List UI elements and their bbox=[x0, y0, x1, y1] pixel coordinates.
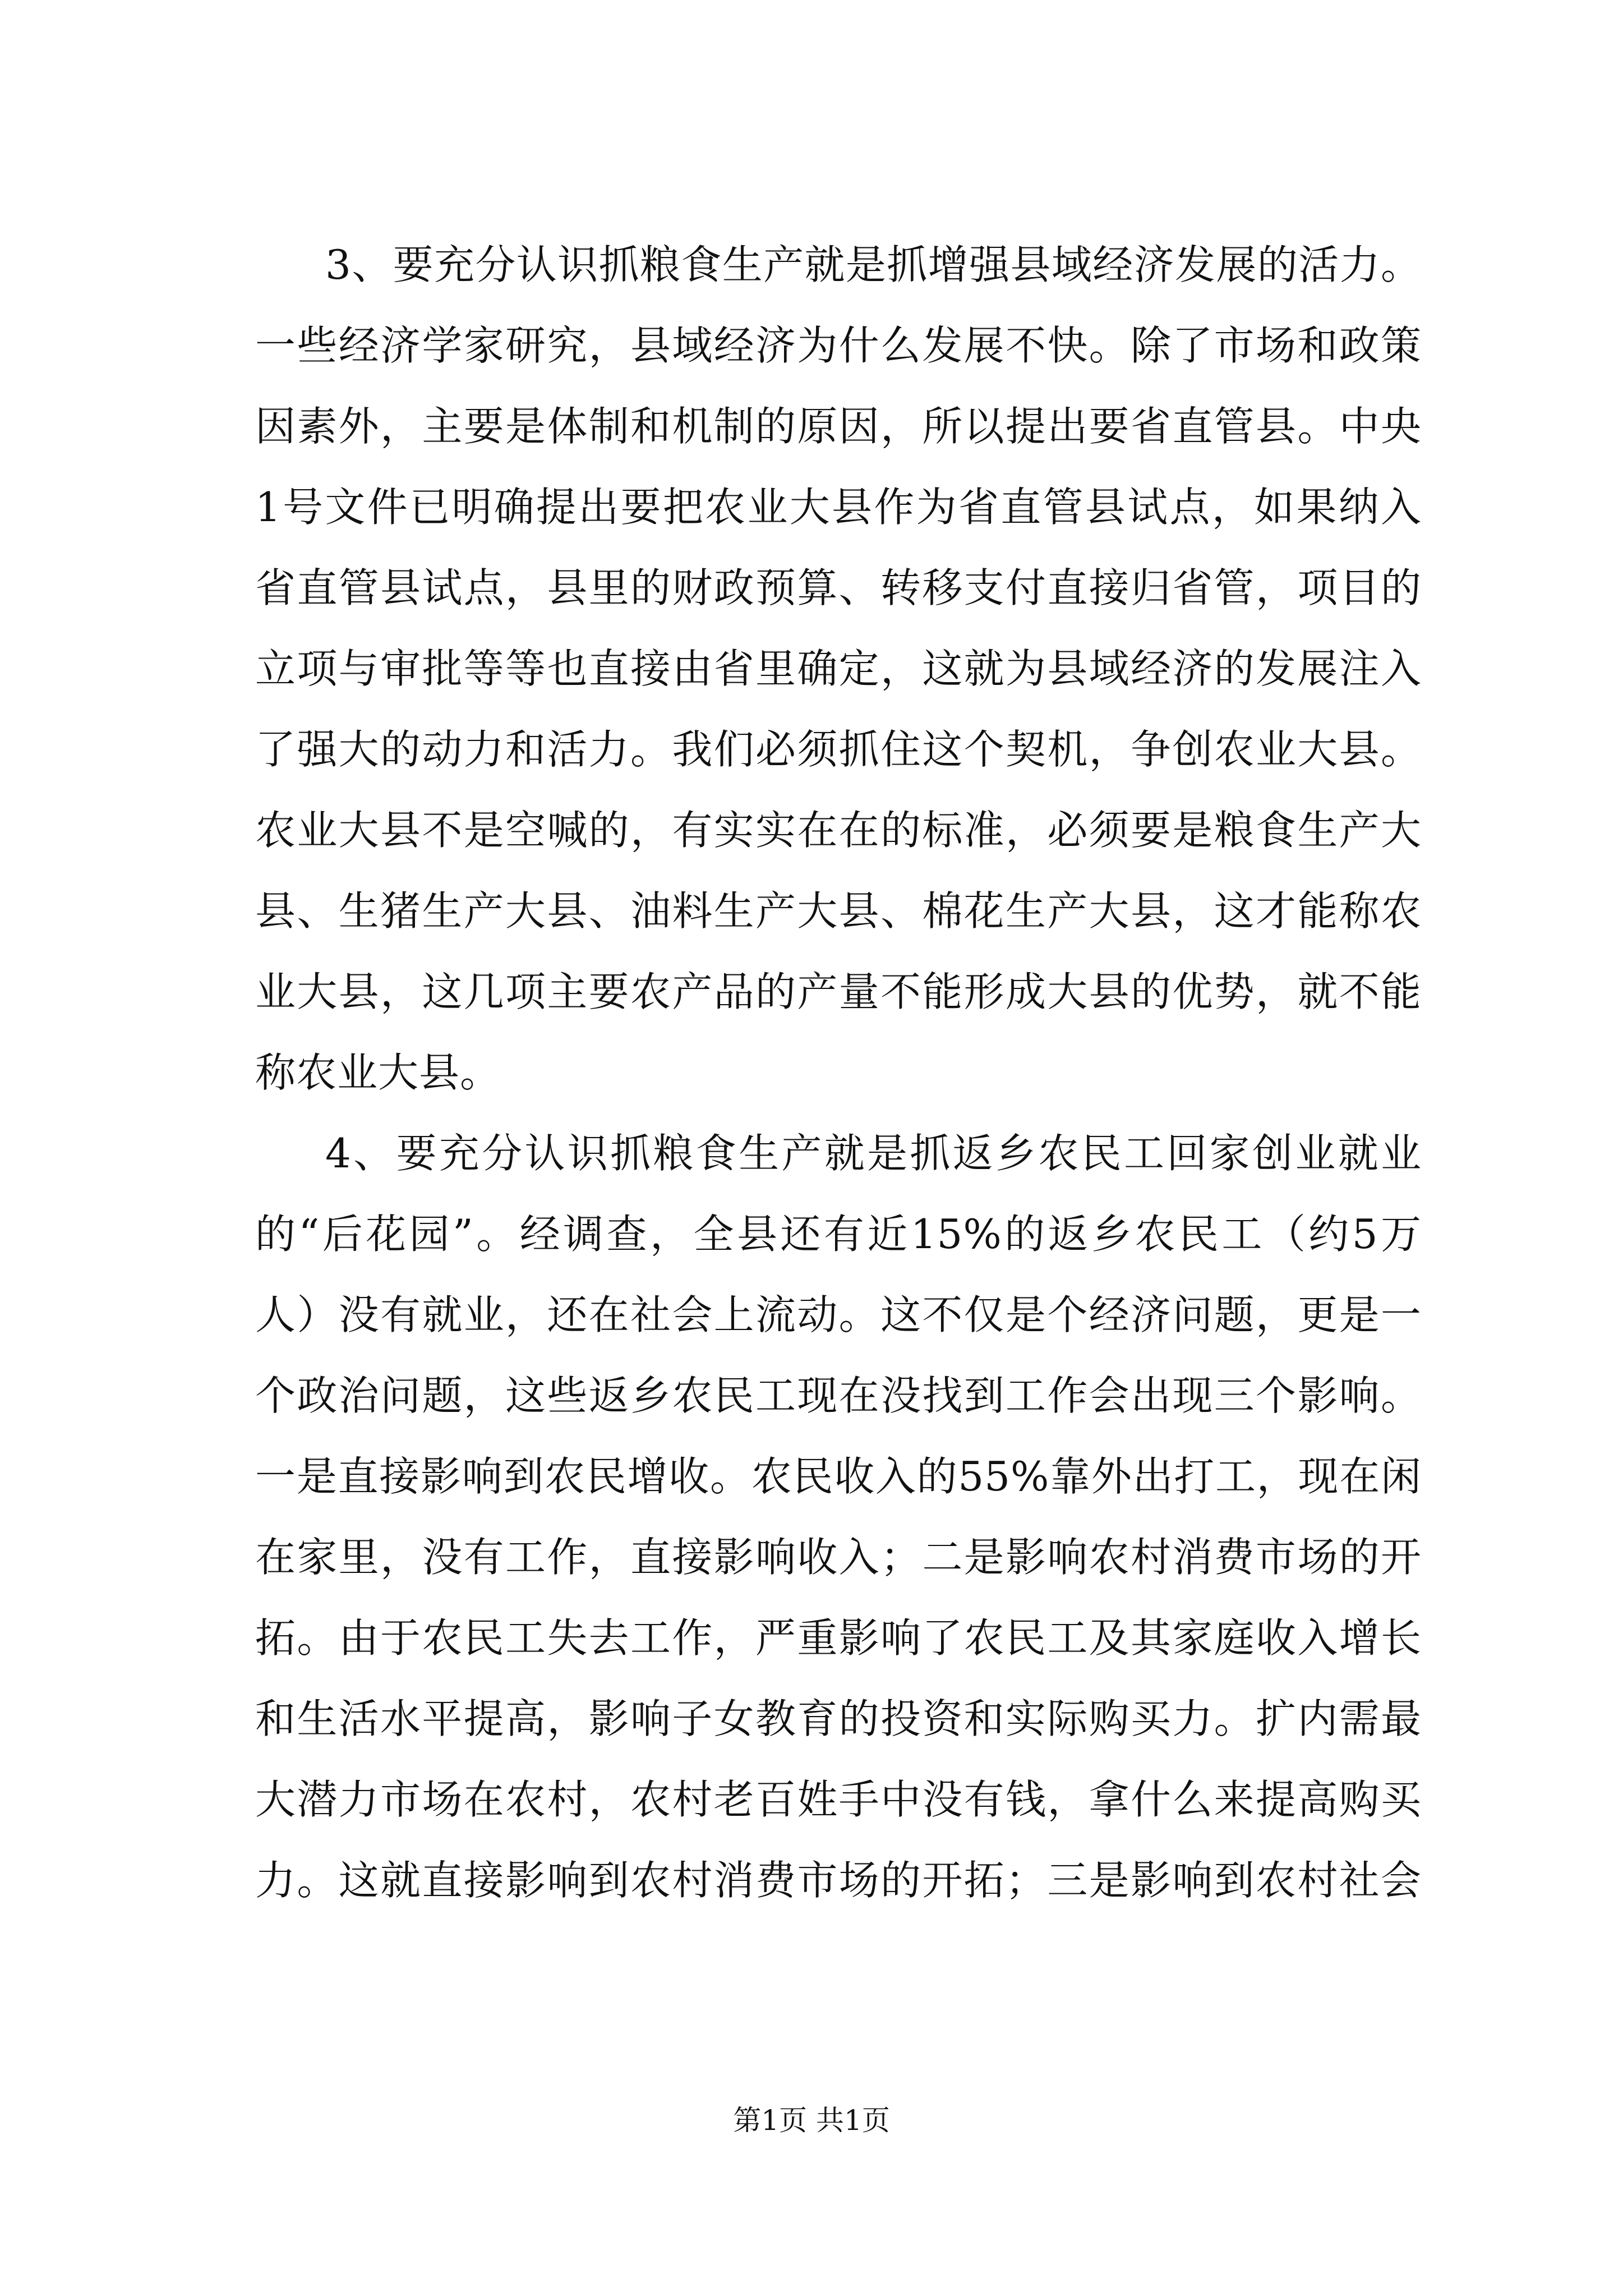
paragraph-3-line-10: 业大县，这几项主要农产品的产量不能形成大县的优势，就不能 bbox=[255, 968, 1422, 1015]
page-footer: 第1页 共1页 bbox=[733, 2104, 890, 2137]
paragraph-3-line-7: 了强大的动力和活力。我们必须抓住这个契机，争创农业大县。 bbox=[255, 726, 1422, 773]
paragraph-4-line-9: 大潜力市场在农村，农村老百姓手中没有钱，拿什么来提高购买 bbox=[255, 1776, 1422, 1823]
paragraph-3-line-6: 立项与审批等等也直接由省里确定，这就为县域经济的发展注入 bbox=[255, 645, 1422, 692]
paragraph-3-line-1: 3、要充分认识抓粮食生产就是抓增强县域经济发展的活力。 bbox=[325, 241, 1422, 288]
paragraph-4-line-2: 的“后花园”。经调查，全县还有近15%的返乡农民工（约5万 bbox=[255, 1211, 1422, 1258]
paragraph-4-line-3: 人）没有就业，还在社会上流动。这不仅是个经济问题，更是一 bbox=[255, 1291, 1422, 1338]
paragraph-3-line-8: 农业大县不是空喊的，有实实在在的标准，必须要是粮食生产大 bbox=[255, 807, 1422, 854]
document-body bbox=[255, 224, 1422, 1921]
paragraph-4-line-4: 个政治问题，这些返乡农民工现在没找到工作会出现三个影响。 bbox=[255, 1372, 1422, 1419]
paragraph-4-line-10: 力。这就直接影响到农村消费市场的开拓；三是影响到农村社会 bbox=[255, 1857, 1422, 1904]
paragraph-4-line-5: 一是直接影响到农民增收。农民收入的55%靠外出打工，现在闲 bbox=[255, 1453, 1422, 1500]
paragraph-4-line-8: 和生活水平提高，影响子女教育的投资和实际购买力。扩内需最 bbox=[255, 1695, 1422, 1742]
paragraph-3-line-3: 因素外，主要是体制和机制的原因，所以提出要省直管县。中央 bbox=[255, 403, 1422, 450]
paragraph-4-line-1: 4、要充分认识抓粮食生产就是抓返乡农民工回家创业就业 bbox=[325, 1130, 1422, 1177]
paragraph-3-line-5: 省直管县试点，县里的财政预算、转移支付直接归省管，项目的 bbox=[255, 564, 1422, 611]
paragraph-4-line-6: 在家里，没有工作，直接影响收入；二是影响农村消费市场的开 bbox=[255, 1534, 1422, 1581]
paragraph-4-line-7: 拓。由于农民工失去工作，严重影响了农民工及其家庭收入增长 bbox=[255, 1614, 1422, 1662]
paragraph-3-line-4: 1号文件已明确提出要把农业大县作为省直管县试点，如果纳入 bbox=[255, 484, 1422, 531]
paragraph-3-line-11: 称农业大县。 bbox=[255, 1049, 501, 1096]
paragraph-3-line-9: 县、生猪生产大县、油料生产大县、棉花生产大县，这才能称农 bbox=[255, 887, 1422, 935]
paragraph-3-line-2: 一些经济学家研究，县域经济为什么发展不快。除了市场和政策 bbox=[255, 322, 1422, 369]
